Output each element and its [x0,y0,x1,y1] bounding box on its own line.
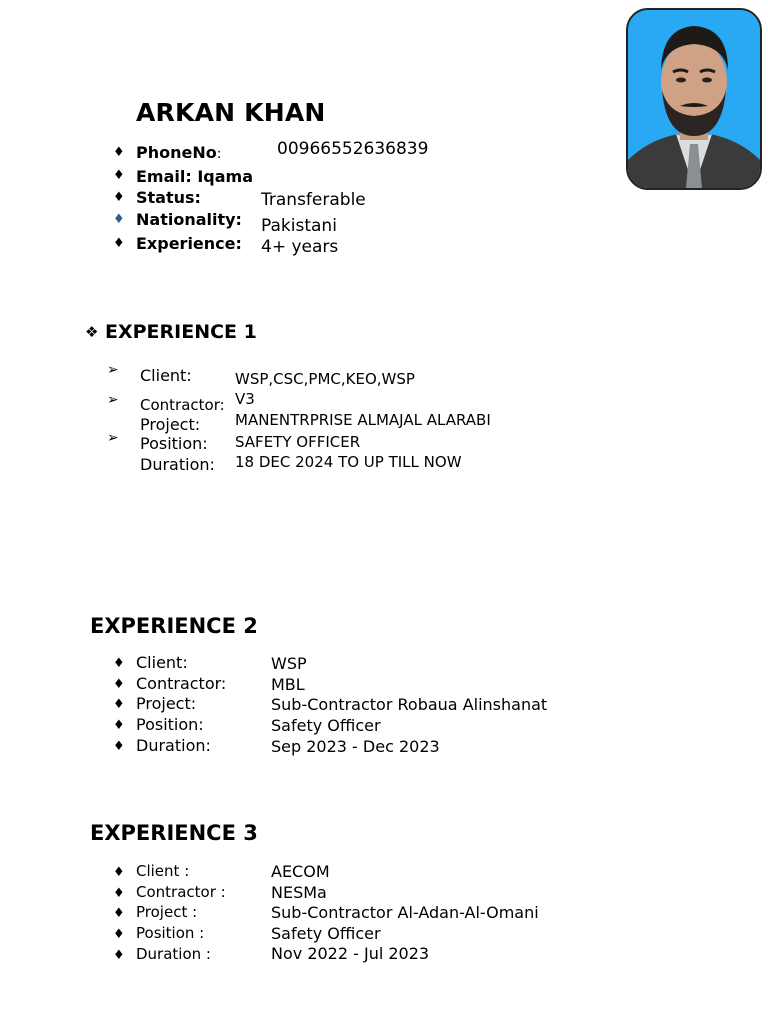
bullet-icon: ♦ [113,697,125,712]
arrow-bullet-icon: ➢ [107,362,119,378]
exp1-duration-value: 18 DEC 2024 TO UP TILL NOW [235,453,462,471]
nationality-label: Nationality: [136,210,242,229]
nationality-value: Pakistani [261,216,337,236]
experience-3-heading: EXPERIENCE 3 [90,821,258,845]
exp1-duration-label: Duration: [140,455,215,474]
bullet-icon: ♦ [113,948,125,963]
bullet-icon: ♦ [113,677,125,692]
bullet-icon: ♦ [113,212,125,227]
exp2-position-value: Safety Officer [271,716,381,735]
experience-value: 4+ years [261,237,339,257]
bullet-icon: ♦ [113,906,125,921]
arrow-bullet-icon: ➢ [107,430,119,446]
person-portrait-icon [628,10,760,188]
status-label: Status: [136,188,201,207]
bullet-icon: ♦ [113,886,125,901]
bullet-icon: ♦ [113,190,125,205]
exp1-contractor-value: V3 [235,390,255,408]
exp3-contractor-value: NESMa [271,883,327,902]
phone-value: 00966552636839 [277,139,429,159]
exp2-contractor-label: Contractor: [136,674,227,693]
candidate-name: ARKAN KHAN [136,98,326,127]
exp1-position-label: Position: [140,434,208,453]
exp2-duration-label: Duration: [136,736,211,755]
exp2-position-label: Position: [136,715,204,734]
bullet-icon: ♦ [113,865,125,880]
bullet-icon: ♦ [113,739,125,754]
bullet-icon: ♦ [113,236,125,251]
exp3-position-value: Safety Officer [271,924,381,943]
experience-1-heading: EXPERIENCE 1 [105,321,257,343]
exp2-contractor-value: MBL [271,675,305,694]
exp1-project-label: Project: [140,415,201,434]
bullet-icon: ♦ [113,718,125,733]
exp3-duration-value: Nov 2022 - Jul 2023 [271,944,430,963]
arrow-bullet-icon: ➢ [107,392,119,408]
exp1-client-label: Client: [140,366,192,385]
exp2-project-value: Sub-Contractor Robaua Alinshanat [271,695,548,714]
exp3-position-label: Position : [136,924,205,942]
experience-label: Experience: [136,234,242,253]
exp3-client-label: Client : [136,862,190,880]
bullet-icon: ♦ [113,168,125,183]
exp1-position-value: SAFETY OFFICER [235,433,361,451]
bullet-icon: ♦ [113,145,125,160]
bullet-icon: ♦ [113,656,125,671]
status-value: Transferable [261,190,366,210]
exp3-contractor-label: Contractor : [136,883,226,901]
exp3-project-label: Project : [136,903,198,921]
exp1-project-value: MANENTRPRISE ALMAJAL ALARABI [235,411,491,429]
experience-2-heading: EXPERIENCE 2 [90,614,258,638]
exp2-client-label: Client: [136,653,188,672]
exp1-client-value: WSP,CSC,PMC,KEO,WSP [235,370,415,388]
exp1-contractor-label: Contractor: [140,396,225,414]
profile-photo [626,8,762,190]
exp3-project-value: Sub-Contractor Al-Adan-Al-Omani [271,903,539,922]
exp2-duration-value: Sep 2023 - Dec 2023 [271,737,440,756]
phone-label [136,143,221,162]
phone-label-colon: : [216,146,222,162]
exp2-project-label: Project: [136,694,197,713]
exp3-duration-label: Duration : [136,945,211,963]
email-label: Email: Iqama [136,167,254,186]
exp2-client-value: WSP [271,654,307,673]
bullet-icon: ♦ [113,927,125,942]
phone-label-text: PhoneNo [136,143,217,162]
exp3-client-value: AECOM [271,862,330,881]
diamond-bullet-icon: ❖ [85,323,99,341]
